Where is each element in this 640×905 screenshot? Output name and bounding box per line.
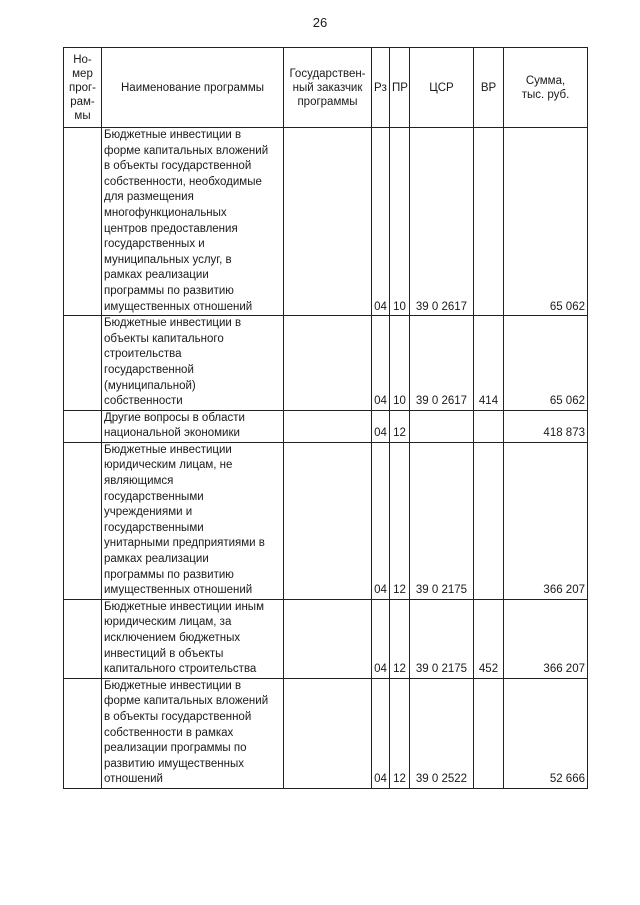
cell-program-number: [64, 410, 102, 442]
cell-state-customer: [284, 442, 372, 599]
cell-pr: 10: [390, 128, 410, 316]
cell-program-name: Бюджетные инвестиции иным юридическим лицам, за исключением бюджетных инвестиций в объекты капитального строительства: [102, 599, 284, 678]
header-program-name: Наименование программы: [102, 48, 284, 128]
cell-csr: 39 0 2175: [410, 599, 474, 678]
cell-vr: 414: [474, 316, 504, 411]
header-pr: ПР: [390, 48, 410, 128]
cell-rz: 04: [372, 410, 390, 442]
cell-program-name: Бюджетные инвестиции в форме капитальных вложений в объекты государственной собственности, необходимые для размещения многофункциональных центров предоставления государственных и муниципальных услуг, в рамках реализации программы по развитию имущественных отношений: [102, 128, 284, 316]
cell-csr: 39 0 2175: [410, 442, 474, 599]
cell-program-number: [64, 599, 102, 678]
cell-program-name: Бюджетные инвестиции в объекты капитального строительства государственной (муниципальной) собственности: [102, 316, 284, 411]
cell-vr: [474, 678, 504, 788]
cell-program-number: [64, 128, 102, 316]
cell-rz: 04: [372, 128, 390, 316]
cell-pr: 10: [390, 316, 410, 411]
cell-pr: 12: [390, 442, 410, 599]
cell-state-customer: [284, 599, 372, 678]
cell-state-customer: [284, 128, 372, 316]
cell-program-number: [64, 678, 102, 788]
header-csr: ЦСР: [410, 48, 474, 128]
header-rz: Рз: [372, 48, 390, 128]
cell-sum: 366 207: [504, 599, 588, 678]
cell-rz: 04: [372, 442, 390, 599]
cell-rz: 04: [372, 678, 390, 788]
cell-rz: 04: [372, 599, 390, 678]
cell-pr: 12: [390, 410, 410, 442]
cell-program-name: Бюджетные инвестиции юридическим лицам, не являющимся государственными учреждениями и государственными унитарными предприятиями в рамках реализации программы по развитию имущественных отношений: [102, 442, 284, 599]
header-program-number: Но- мер прог- рам- мы: [64, 48, 102, 128]
cell-sum: 65 062: [504, 316, 588, 411]
cell-program-number: [64, 442, 102, 599]
cell-vr: [474, 442, 504, 599]
cell-sum: 65 062: [504, 128, 588, 316]
table-row: [64, 678, 588, 788]
cell-pr: 12: [390, 678, 410, 788]
cell-sum: 52 666: [504, 678, 588, 788]
header-row: [64, 48, 588, 128]
cell-rz: 04: [372, 316, 390, 411]
cell-program-number: [64, 316, 102, 411]
cell-vr: [474, 128, 504, 316]
page-number: 26: [312, 15, 328, 30]
cell-sum: 418 873: [504, 410, 588, 442]
header-vr: ВР: [474, 48, 504, 128]
cell-vr: 452: [474, 599, 504, 678]
budget-table: [63, 47, 588, 789]
cell-csr: 39 0 2617: [410, 128, 474, 316]
cell-vr: [474, 410, 504, 442]
cell-program-name: Другие вопросы в области национальной экономики: [102, 410, 284, 442]
table-row: [64, 599, 588, 678]
table-row: [64, 316, 588, 411]
table-row: [64, 128, 588, 316]
cell-sum: 366 207: [504, 442, 588, 599]
header-state-customer: Государствен- ный заказчик программы: [284, 48, 372, 128]
cell-state-customer: [284, 678, 372, 788]
cell-pr: 12: [390, 599, 410, 678]
table-row: [64, 442, 588, 599]
cell-csr: 39 0 2522: [410, 678, 474, 788]
cell-csr: [410, 410, 474, 442]
cell-program-name: Бюджетные инвестиции в форме капитальных вложений в объекты государственной собственности в рамках реализации программы по развитию имущественных отношений: [102, 678, 284, 788]
cell-csr: 39 0 2617: [410, 316, 474, 411]
cell-state-customer: [284, 410, 372, 442]
cell-state-customer: [284, 316, 372, 411]
header-sum: Сумма, тыс. руб.: [504, 48, 588, 128]
table-row: [64, 410, 588, 442]
